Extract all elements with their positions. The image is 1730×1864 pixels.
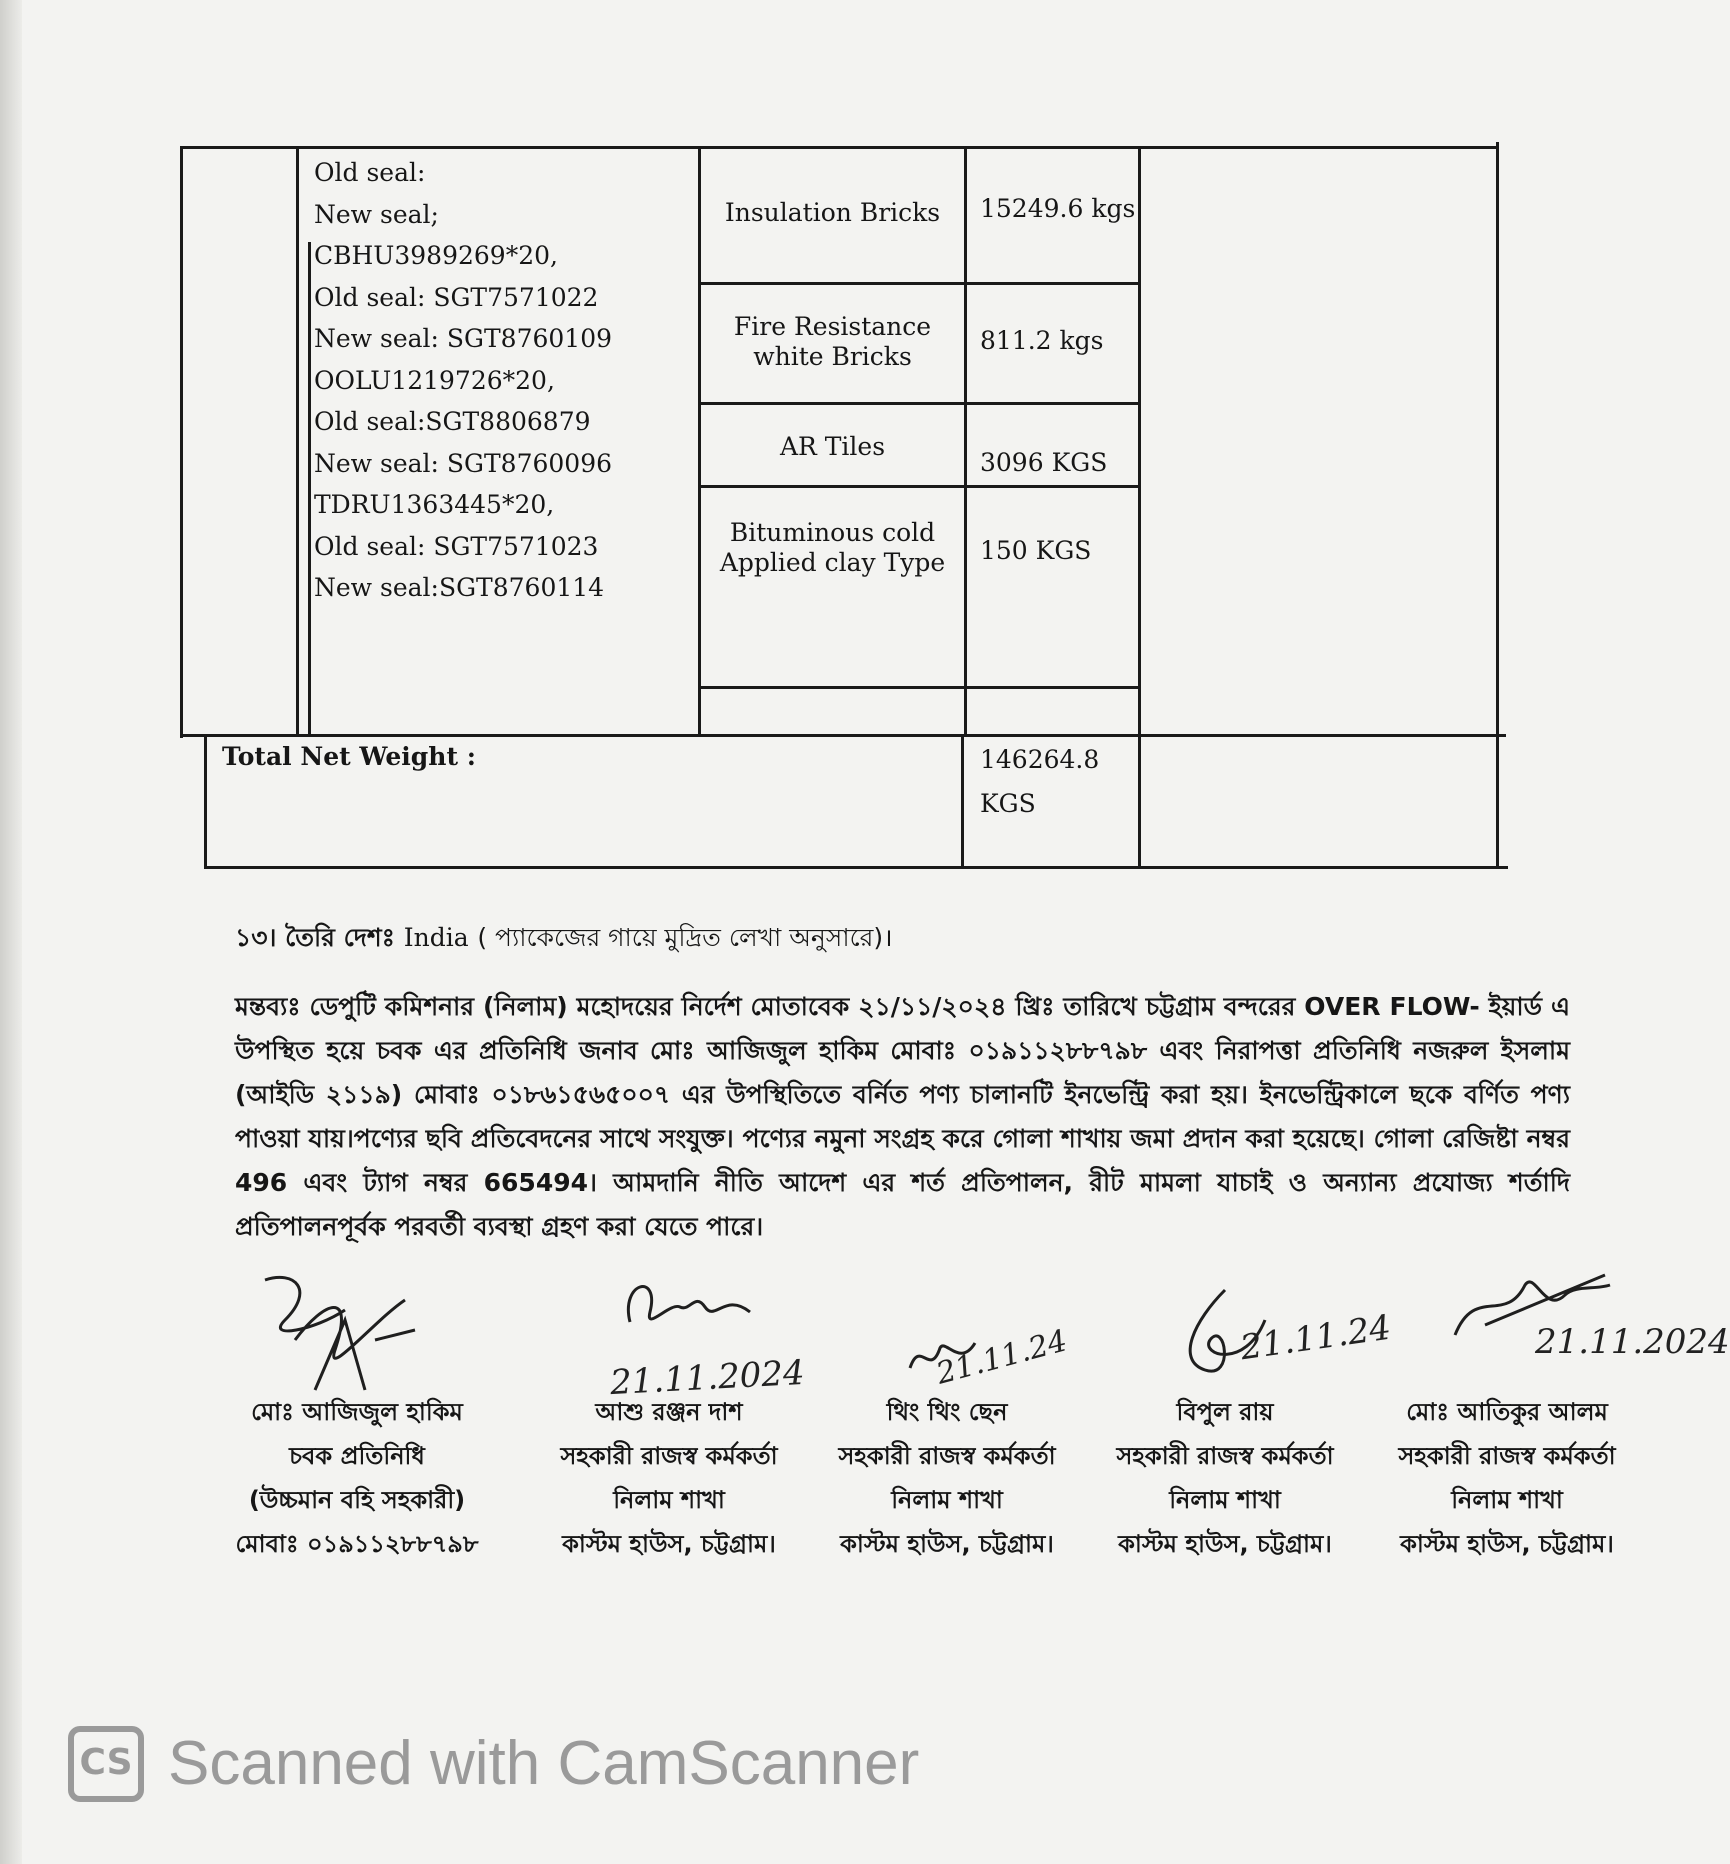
signatory-block <box>1090 1390 1360 1566</box>
scan-page-edge <box>0 0 22 1864</box>
signatory-block <box>534 1390 804 1566</box>
camscanner-logo-icon: CS <box>68 1726 144 1802</box>
handwritten-date: 21.11.2024 <box>609 1352 806 1404</box>
country-of-origin: ১৩। তৈরি দেশঃ India ( প্যাকেজের গায়ে মুদ্রিত লেখা অনুসারে)। <box>235 923 893 952</box>
signatory-title: সহকারী রাজস্ব কর্মকর্তা <box>560 1442 778 1470</box>
signatory-title: চবক প্রতিনিধি <box>289 1442 425 1470</box>
signatory-title: সহকারী রাজস্ব কর্মকর্তা <box>1398 1442 1616 1470</box>
signatory-contact: মোবাঃ ০১৯১১২৮৮৭৯৮ <box>235 1530 479 1558</box>
seal-line: New seal:SGT8760114 <box>314 573 605 602</box>
seal-line: Old seal: SGT7571022 <box>314 282 599 312</box>
signatory-office: কাস্টম হাউস, চট্টগ্রাম। <box>562 1530 776 1558</box>
signatory-title: সহকারী রাজস্ব কর্মকর্তা <box>838 1442 1056 1470</box>
item-weight: 3096 KGS <box>980 448 1108 477</box>
seal-line: New seal; <box>314 199 439 229</box>
signatory-office: কাস্টম হাউস, চট্টগ্রাম। <box>1118 1530 1332 1558</box>
seal-line: Old seal:SGT8806879 <box>314 407 591 436</box>
item-weight: 15249.6 kgs <box>980 194 1136 223</box>
goods-table <box>180 142 1508 869</box>
remarks-paragraph: মন্তব্যঃ ডেপুটি কমিশনার (নিলাম) মহোদয়ের নির্দেশ মোতাবেক ২১/১১/২০২৪ খ্রিঃ তারিখে চট্টগ্রাম বন্দরের OVER FLOW- ইয়ার্ড এ উপস্থিত হয়ে চবক এর প্রতিনিধি জনাব মোঃ আজিজুল হাকিম মোবাঃ ০১৯১১২৮৮৭৯৮ এবং নিরাপত্তা প্রতিনিধি নজরুল ইসলাম (আইডি ২১১৯) মোবাঃ ০১৮৬১৫৬৫০০৭ এর উপস্থিতিতে বর্নিত পণ্য চালানটি ইনভেন্ট্রি করা হয়। ইনভেন্ট্রিকালে ছকে বর্ণিত পণ্য পাওয়া যায়।পণ্যের ছবি প্রতিবেদনের সাথে সংযুক্ত। পণ্যের নমুনা সংগ্রহ করে গোলা শাখায় জমা প্রদান করা হয়েছে। গোলা রেজিষ্টা নম্বর 496 এবং ট্যাগ নম্বর 665494। আমদানি নীতি আদেশ এর শর্ত প্রতিপালন, রীট মামলা যাচাই ও অন্যান্য প্রযোজ্য শর্তাদি প্রতিপালনপূর্বক পরবর্তী ব্যবস্থা গ্রহণ করা যেতে পারে। <box>235 992 1570 1241</box>
signatory-designation: নিলাম শাখা <box>1169 1486 1281 1514</box>
seal-line: New seal: SGT8760109 <box>314 324 613 353</box>
signatory-office: কাস্টম হাউস, চট্টগ্রাম। <box>840 1530 1054 1558</box>
signatory-block <box>1372 1390 1642 1566</box>
signatory-name: মোঃ আজিজুল হাকিম <box>251 1398 463 1426</box>
item-weight: 150 KGS <box>980 536 1092 565</box>
signatory-designation: নিলাম শাখা <box>1451 1486 1563 1514</box>
total-value: 146264.8 KGS <box>980 745 1100 818</box>
seal-line: OOLU1219726*20, <box>314 365 555 395</box>
handwritten-signature <box>610 1262 760 1352</box>
handwritten-date: 21.11.24 <box>1237 1307 1394 1369</box>
handwritten-date: 21.11.24 <box>932 1323 1071 1392</box>
seal-line: CBHU3989269*20, <box>314 241 558 270</box>
signatory-block <box>812 1390 1082 1566</box>
signatory-designation: নিলাম শাখা <box>613 1486 725 1514</box>
container-seal-list <box>314 152 612 609</box>
seal-line: TDRU1363445*20, <box>314 490 555 519</box>
signatory-name: মোঃ আতিকুর আলম <box>1406 1398 1608 1426</box>
signatory-title: সহকারী রাজস্ব কর্মকর্তা <box>1116 1442 1334 1470</box>
signatory-block <box>222 1390 492 1566</box>
total-label: Total Net Weight : <box>222 742 476 771</box>
signatory-designation: (উচ্চমান বহি সহকারী) <box>248 1486 466 1514</box>
item-weight: 811.2 kgs <box>980 326 1104 355</box>
signatory-designation: নিলাম শাখা <box>891 1486 1003 1514</box>
signatory-office: কাস্টম হাউস, চট্টগ্রাম। <box>1400 1530 1614 1558</box>
signatory-name: আশু রঞ্জন দাশ <box>595 1398 743 1426</box>
item-name: Fire Resistance white Bricks <box>733 312 932 371</box>
signatory-name: থিং থিং ছেন <box>886 1398 1008 1426</box>
signatory-name: বিপুল রায় <box>1176 1398 1274 1426</box>
camscanner-watermark: Scanned with CamScanner <box>168 1729 920 1798</box>
seal-line: Old seal: <box>314 158 426 187</box>
item-name: Insulation Bricks <box>724 198 941 227</box>
item-name: AR Tiles <box>779 432 886 461</box>
seal-line: Old seal: SGT7571023 <box>314 531 599 561</box>
handwritten-date: 21.11.2024 <box>1535 1322 1730 1362</box>
item-name: Bituminous cold Applied clay Type <box>719 518 946 577</box>
seal-line: New seal: SGT8760096 <box>314 448 613 478</box>
handwritten-signature <box>255 1260 425 1410</box>
